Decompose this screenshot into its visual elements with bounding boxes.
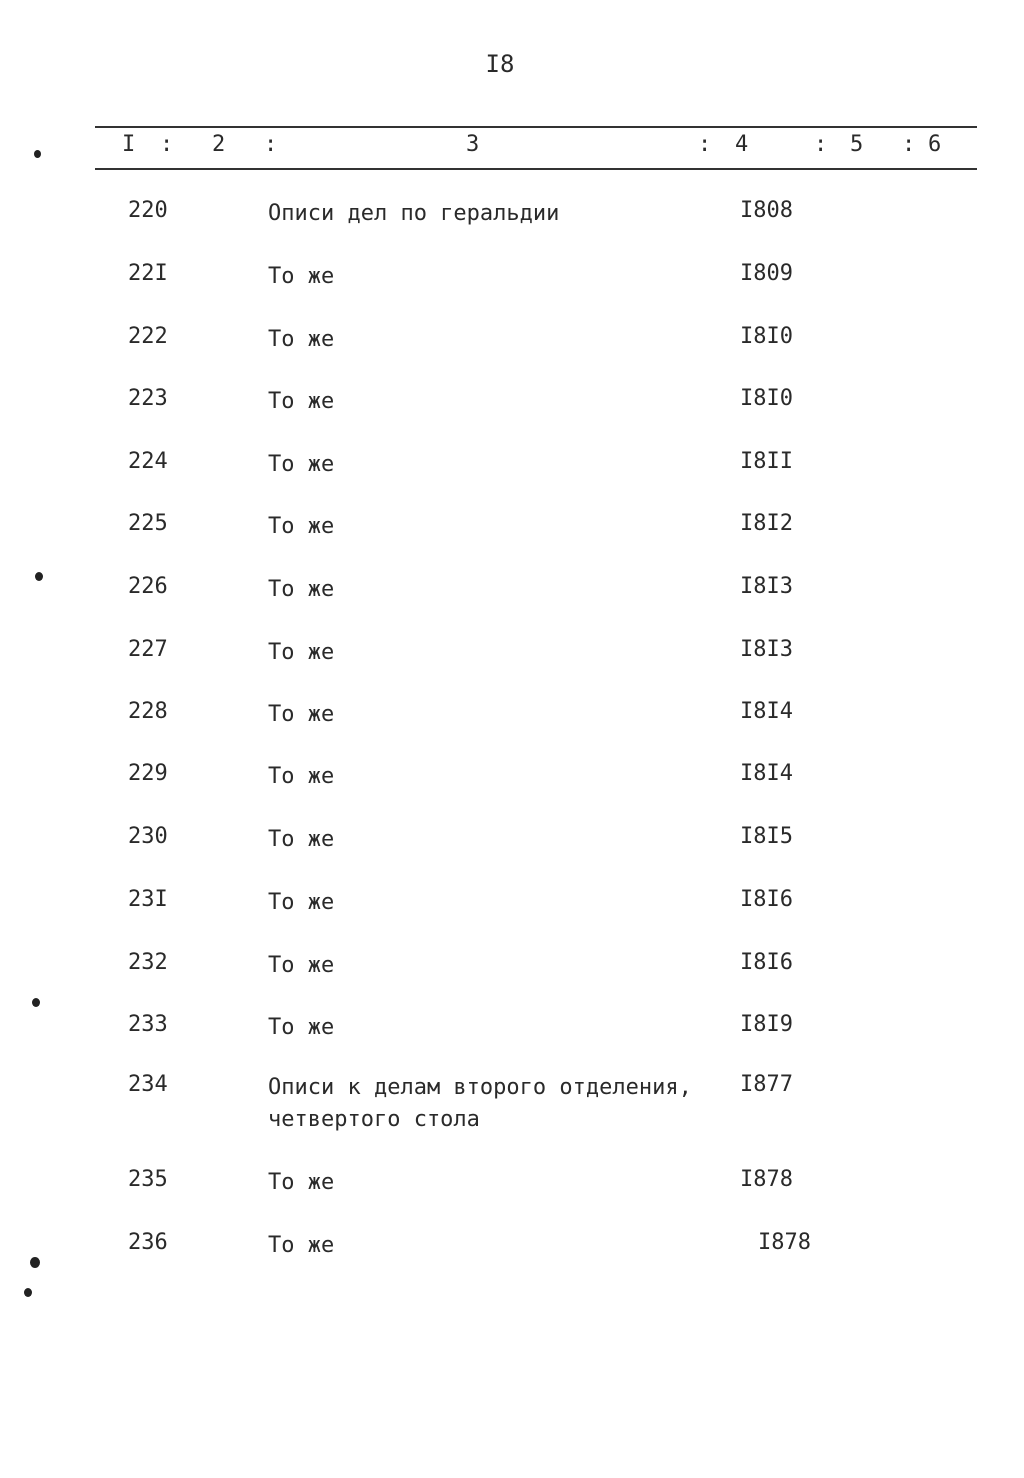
row-number: 220 <box>128 198 168 223</box>
row-description: То же <box>268 640 335 665</box>
header-col-4: 4 <box>735 132 749 157</box>
row-number: 235 <box>128 1167 168 1192</box>
row-number: 234 <box>128 1072 168 1097</box>
ink-speck <box>24 1288 32 1297</box>
row-year: I8I9 <box>740 1012 793 1037</box>
row-number: 229 <box>128 761 168 786</box>
row-year: I8I6 <box>740 950 793 975</box>
row-number: 228 <box>128 699 168 724</box>
row-description: То же <box>268 514 335 539</box>
ink-speck <box>30 1257 40 1268</box>
header-rule-top <box>95 126 977 128</box>
row-description: То же <box>268 1015 335 1040</box>
row-description: То же <box>268 452 335 477</box>
row-year: I878 <box>740 1167 793 1192</box>
header-separator: : <box>814 132 828 157</box>
ink-speck <box>35 572 43 581</box>
header-separator: : <box>698 132 712 157</box>
page-number: I8 <box>485 50 515 78</box>
row-year: I8II <box>740 449 793 474</box>
row-number: 23I <box>128 887 168 912</box>
row-number: 233 <box>128 1012 168 1037</box>
row-description: То же <box>268 1170 335 1195</box>
row-year: I877 <box>740 1072 793 1097</box>
row-number: 232 <box>128 950 168 975</box>
header-separator: : <box>160 132 174 157</box>
row-year: I8I4 <box>740 761 793 786</box>
row-year: I8I0 <box>740 386 793 411</box>
row-number: 236 <box>128 1230 168 1255</box>
row-year: I8I4 <box>740 699 793 724</box>
row-description: То же <box>268 577 335 602</box>
row-description: То же <box>268 827 335 852</box>
header-rule-bottom <box>95 168 977 170</box>
row-year: I8I6 <box>740 887 793 912</box>
header-separator: : <box>264 132 278 157</box>
row-year: I809 <box>740 261 793 286</box>
row-number: 230 <box>128 824 168 849</box>
header-col-6: 6 <box>928 132 942 157</box>
row-number: 227 <box>128 637 168 662</box>
row-description: То же <box>268 1233 335 1258</box>
row-description: То же <box>268 327 335 352</box>
row-number: 226 <box>128 574 168 599</box>
row-year: I8I3 <box>740 574 793 599</box>
row-description: То же <box>268 953 335 978</box>
header-col-1: I <box>122 132 136 157</box>
header-separator: : <box>902 132 916 157</box>
row-number: 225 <box>128 511 168 536</box>
row-description: То же <box>268 890 335 915</box>
header-col-5: 5 <box>850 132 864 157</box>
row-description: То же <box>268 764 335 789</box>
header-col-3: 3 <box>466 132 480 157</box>
row-description: Описи к делам второго отделения, четвертого стола <box>268 1075 692 1132</box>
row-year: I8I2 <box>740 511 793 536</box>
row-year: I8I0 <box>740 324 793 349</box>
row-number: 222 <box>128 324 168 349</box>
row-year: I8I3 <box>740 637 793 662</box>
row-description: То же <box>268 702 335 727</box>
row-description: То же <box>268 389 335 414</box>
row-description: Описи дел по геральдии <box>268 201 560 226</box>
row-year: I8I5 <box>740 824 793 849</box>
row-number: 22I <box>128 261 168 286</box>
header-col-2: 2 <box>212 132 226 157</box>
ink-speck <box>32 998 40 1007</box>
row-number: 224 <box>128 449 168 474</box>
row-year: I808 <box>740 198 793 223</box>
row-year: I878 <box>758 1230 811 1255</box>
row-number: 223 <box>128 386 168 411</box>
ink-speck <box>34 150 41 158</box>
row-description: То же <box>268 264 335 289</box>
